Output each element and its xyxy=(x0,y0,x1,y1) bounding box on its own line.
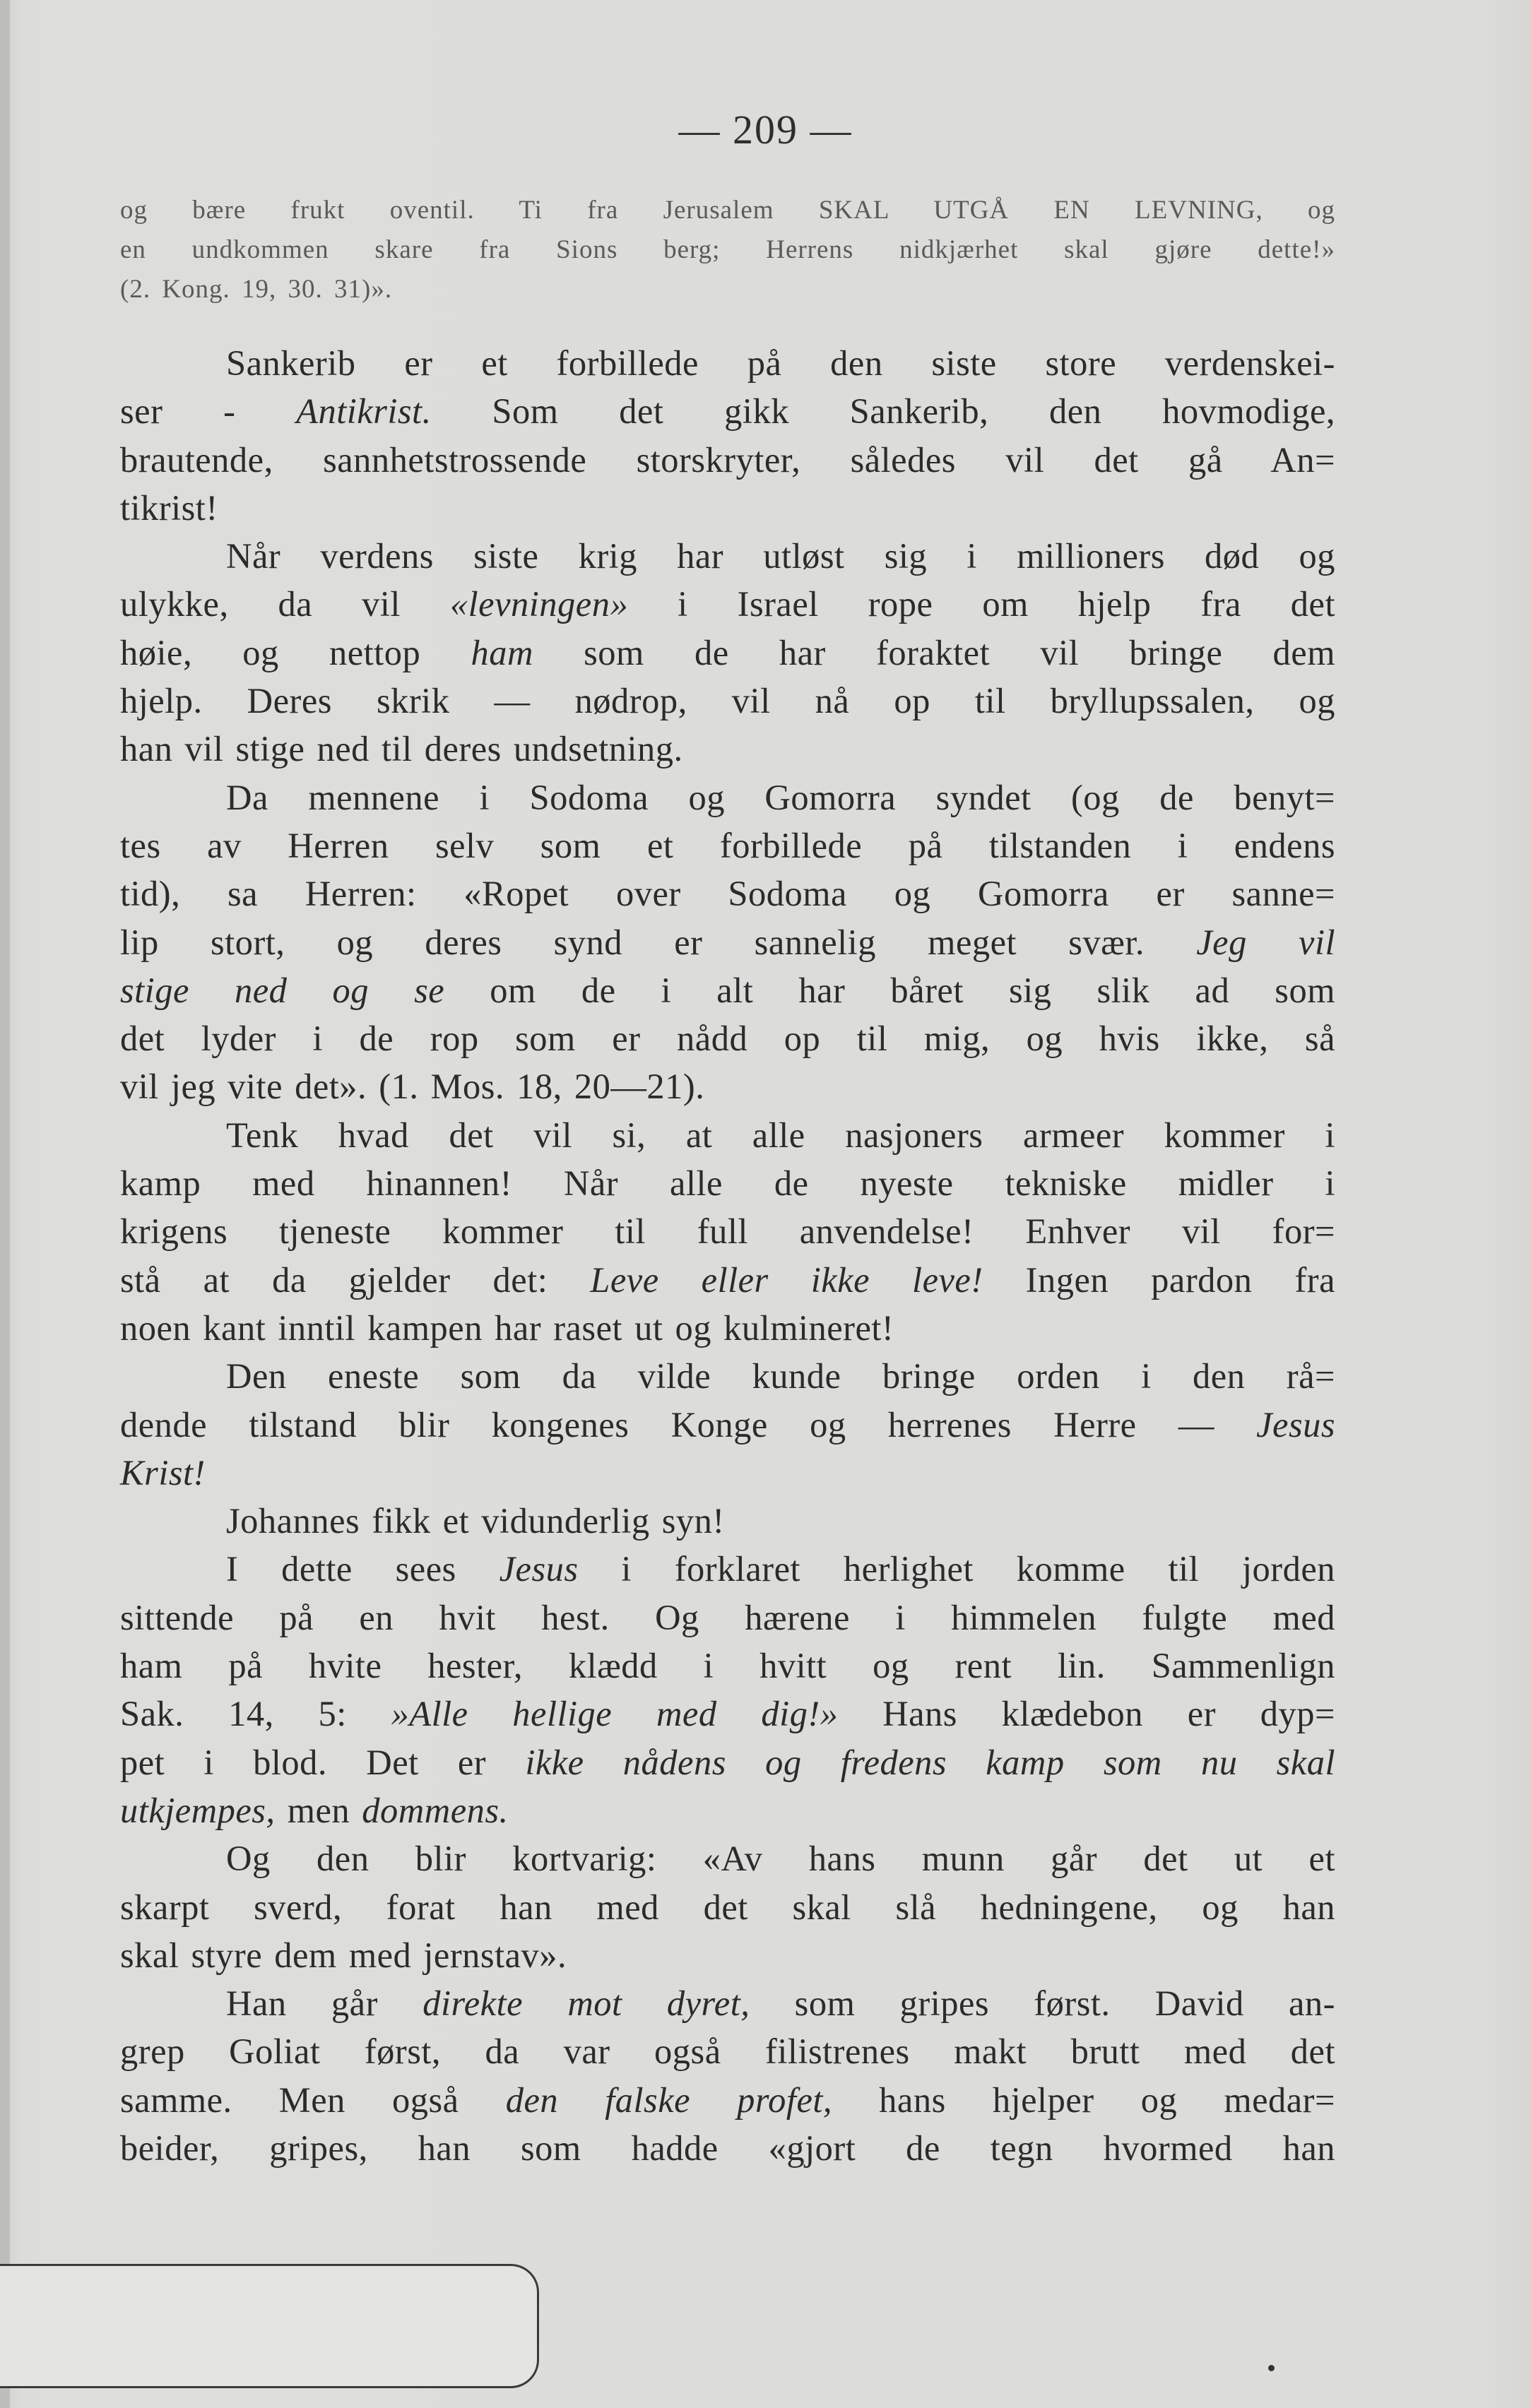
text-line xyxy=(120,1449,1335,1497)
paragraph xyxy=(120,1545,1335,1834)
text-run: i Israel rope om hjelp fra det xyxy=(628,584,1335,624)
text-line xyxy=(120,1111,1335,1159)
text-run: Når verdens siste krig har utløst sig i millioners død og xyxy=(226,536,1335,576)
text-run: I dette sees xyxy=(226,1549,500,1589)
text-line xyxy=(120,1883,1335,1931)
text-line xyxy=(120,918,1335,966)
text-run: Han går xyxy=(226,1983,423,2024)
text-run: som de har foraktet vil bringe dem xyxy=(533,632,1336,672)
text-run: Tenk hvad det vil si, at alle nasjoners armeer kommer i xyxy=(226,1115,1335,1155)
text-run: ulykke, da vil xyxy=(120,584,450,624)
text-run: skal styre dem med jernstav». xyxy=(120,1935,567,1975)
text-line xyxy=(120,1159,1335,1207)
text-run: Johannes fikk et vidunderlig syn! xyxy=(226,1501,725,1541)
text-run: skarpt sverd, forat han med det skal slå hedningene, og han xyxy=(120,1887,1335,1927)
text-line xyxy=(120,1594,1335,1642)
italic-text: stige ned og se xyxy=(120,970,445,1010)
body-paragraphs xyxy=(120,339,1335,2172)
text-run: dende tilstand blir kongenes Konge og herrenes Herre — xyxy=(120,1404,1257,1445)
italic-text: ham xyxy=(471,632,533,672)
paragraph xyxy=(120,773,1335,1111)
text-line xyxy=(120,1690,1335,1738)
text-line xyxy=(120,1352,1335,1400)
paragraph xyxy=(120,1834,1335,1979)
text-line xyxy=(120,1062,1335,1110)
text-line xyxy=(120,629,1335,677)
text-line xyxy=(120,773,1335,822)
text-line xyxy=(120,1304,1335,1352)
page-binding-edge xyxy=(0,0,10,2408)
intro-line: en undkommen skare fra Sions berg; Herrens nidkjærhet skal gjøre dette!» xyxy=(120,235,1335,264)
text-run: tes av Herren selv som et forbillede på tilstanden i endens xyxy=(120,825,1335,865)
paragraph xyxy=(120,1497,1335,1545)
italic-text: dommens. xyxy=(362,1790,509,1830)
text-run: Da mennene i Sodoma og Gomorra syndet (og de benyt= xyxy=(226,777,1335,817)
text-line xyxy=(120,966,1335,1014)
text-line xyxy=(120,1545,1335,1593)
paragraph xyxy=(120,1352,1335,1497)
text-run: tid), sa Herren: «Ropet over Sodoma og Gomorra er sanne= xyxy=(120,874,1335,914)
text-line xyxy=(120,387,1335,435)
text-line xyxy=(120,1256,1335,1304)
text-run: han vil stige ned til deres undsetning. xyxy=(120,729,683,769)
italic-text: Krist! xyxy=(120,1452,206,1493)
italic-text: Jesus xyxy=(1256,1404,1335,1445)
text-run: pet i blod. Det er xyxy=(120,1742,526,1782)
text-run: samme. Men også xyxy=(120,2080,506,2120)
text-line xyxy=(120,822,1335,870)
text-run: Sak. 14, 5: xyxy=(120,1694,391,1734)
text-line xyxy=(120,580,1335,628)
text-line xyxy=(120,677,1335,725)
text-line xyxy=(120,2076,1335,2124)
page-number: — 209 — xyxy=(678,107,853,153)
paragraph xyxy=(120,339,1335,532)
paragraph xyxy=(120,1111,1335,1352)
paragraph xyxy=(120,1979,1335,2172)
text-run: Og den blir kortvarig: «Av hans munn går det ut et xyxy=(226,1839,1335,1879)
text-line xyxy=(120,1014,1335,1062)
text-run: om de i alt har båret sig slik ad som xyxy=(444,970,1335,1010)
text-line xyxy=(120,1834,1335,1882)
italic-text: den falske profet, xyxy=(505,2080,833,2120)
italic-text: »Alle hellige med dig!» xyxy=(391,1694,839,1734)
paragraph xyxy=(120,532,1335,773)
text-run: beider, gripes, han som hadde «gjort de tegn hvormed han xyxy=(120,2128,1335,2168)
text-run: stå at da gjelder det: xyxy=(120,1259,591,1300)
text-line xyxy=(120,436,1335,484)
text-run: ham på hvite hester, klædd i hvitt og rent lin. Sammenlign xyxy=(120,1646,1335,1686)
text-line xyxy=(120,1207,1335,1255)
text-run: hans hjelper og medar= xyxy=(832,2080,1335,2120)
text-line xyxy=(120,1786,1335,1834)
text-line xyxy=(120,1979,1335,2027)
text-run: sittende på en hvit hest. Og hærene i himmelen fulgte med xyxy=(120,1597,1335,1637)
text-line xyxy=(120,2027,1335,2075)
text-run: krigens tjeneste kommer til full anvendelse! Enhver vil for= xyxy=(120,1211,1335,1252)
text-line xyxy=(120,1738,1335,1786)
text-run: hjelp. Deres skrik — nødrop, vil nå op til bryllupssalen, og xyxy=(120,681,1335,721)
text-run: vil jeg vite det». (1. Mos. 18, 20—21). xyxy=(120,1067,705,1107)
text-run: Hans klædebon er dyp= xyxy=(838,1694,1335,1734)
text-run: brautende, sannhetstrossende storskryter, således vil det gå An= xyxy=(120,439,1335,480)
text-run: Sankerib er et forbillede på den siste store verdenskei- xyxy=(226,343,1335,383)
text-line xyxy=(120,339,1335,387)
text-line xyxy=(120,2124,1335,2172)
italic-text: Leve eller ikke leve! xyxy=(590,1259,983,1300)
intro-line: (2. Kong. 19, 30. 31)». xyxy=(120,275,393,304)
text-run: grep Goliat først, da var også filistrenes makt brutt med det xyxy=(120,2032,1335,2072)
text-line xyxy=(120,1931,1335,1979)
text-run: kamp med hinannen! Når alle de nyeste tekniske midler i xyxy=(120,1163,1335,1204)
text-run: Ingen pardon fra xyxy=(983,1259,1335,1300)
text-block xyxy=(120,191,1335,2172)
text-run: noen kant inntil kampen har raset ut og kulmineret! xyxy=(120,1307,894,1348)
italic-text: Antikrist. xyxy=(296,391,432,432)
text-run: Den eneste som da vilde kunde bringe orden i den rå= xyxy=(226,1356,1335,1396)
italic-text: direkte mot dyret, xyxy=(422,1983,750,2024)
text-run: som gripes først. David an- xyxy=(750,1983,1335,2024)
text-run: Som det gikk Sankerib, den hovmodige, xyxy=(431,391,1336,432)
text-run: lip stort, og deres synd er sannelig meget svær. xyxy=(120,922,1197,962)
text-line xyxy=(120,870,1335,918)
italic-text: Jesus xyxy=(499,1549,579,1589)
text-line xyxy=(120,725,1335,773)
italic-text: ikke nådens og fredens kamp som nu skal xyxy=(525,1742,1335,1782)
text-run: i forklaret herlighet komme til jorden xyxy=(578,1549,1336,1589)
text-run: ser - xyxy=(120,391,297,432)
text-line xyxy=(120,1642,1335,1690)
text-run: det lyder i de rop som er nådd op til mig, og hvis ikke, så xyxy=(120,1019,1335,1059)
text-line xyxy=(120,1497,1335,1545)
italic-text: «levningen» xyxy=(449,584,629,624)
text-run: tikrist! xyxy=(120,487,218,528)
italic-text: Jeg vil xyxy=(1196,922,1335,962)
intro-line: og bære frukt oventil. Ti fra Jerusalem SKAL UTGÅ EN LEVNING, og xyxy=(120,196,1335,225)
text-run: høie, og nettop xyxy=(120,632,471,672)
library-stamp xyxy=(0,2264,539,2388)
text-line xyxy=(120,1401,1335,1449)
text-run: men xyxy=(275,1790,362,1830)
italic-text: utkjempes, xyxy=(120,1790,276,1830)
intro-quote xyxy=(120,191,1335,309)
text-line xyxy=(120,484,1335,532)
ink-dot xyxy=(1268,2365,1275,2371)
text-line xyxy=(120,532,1335,580)
